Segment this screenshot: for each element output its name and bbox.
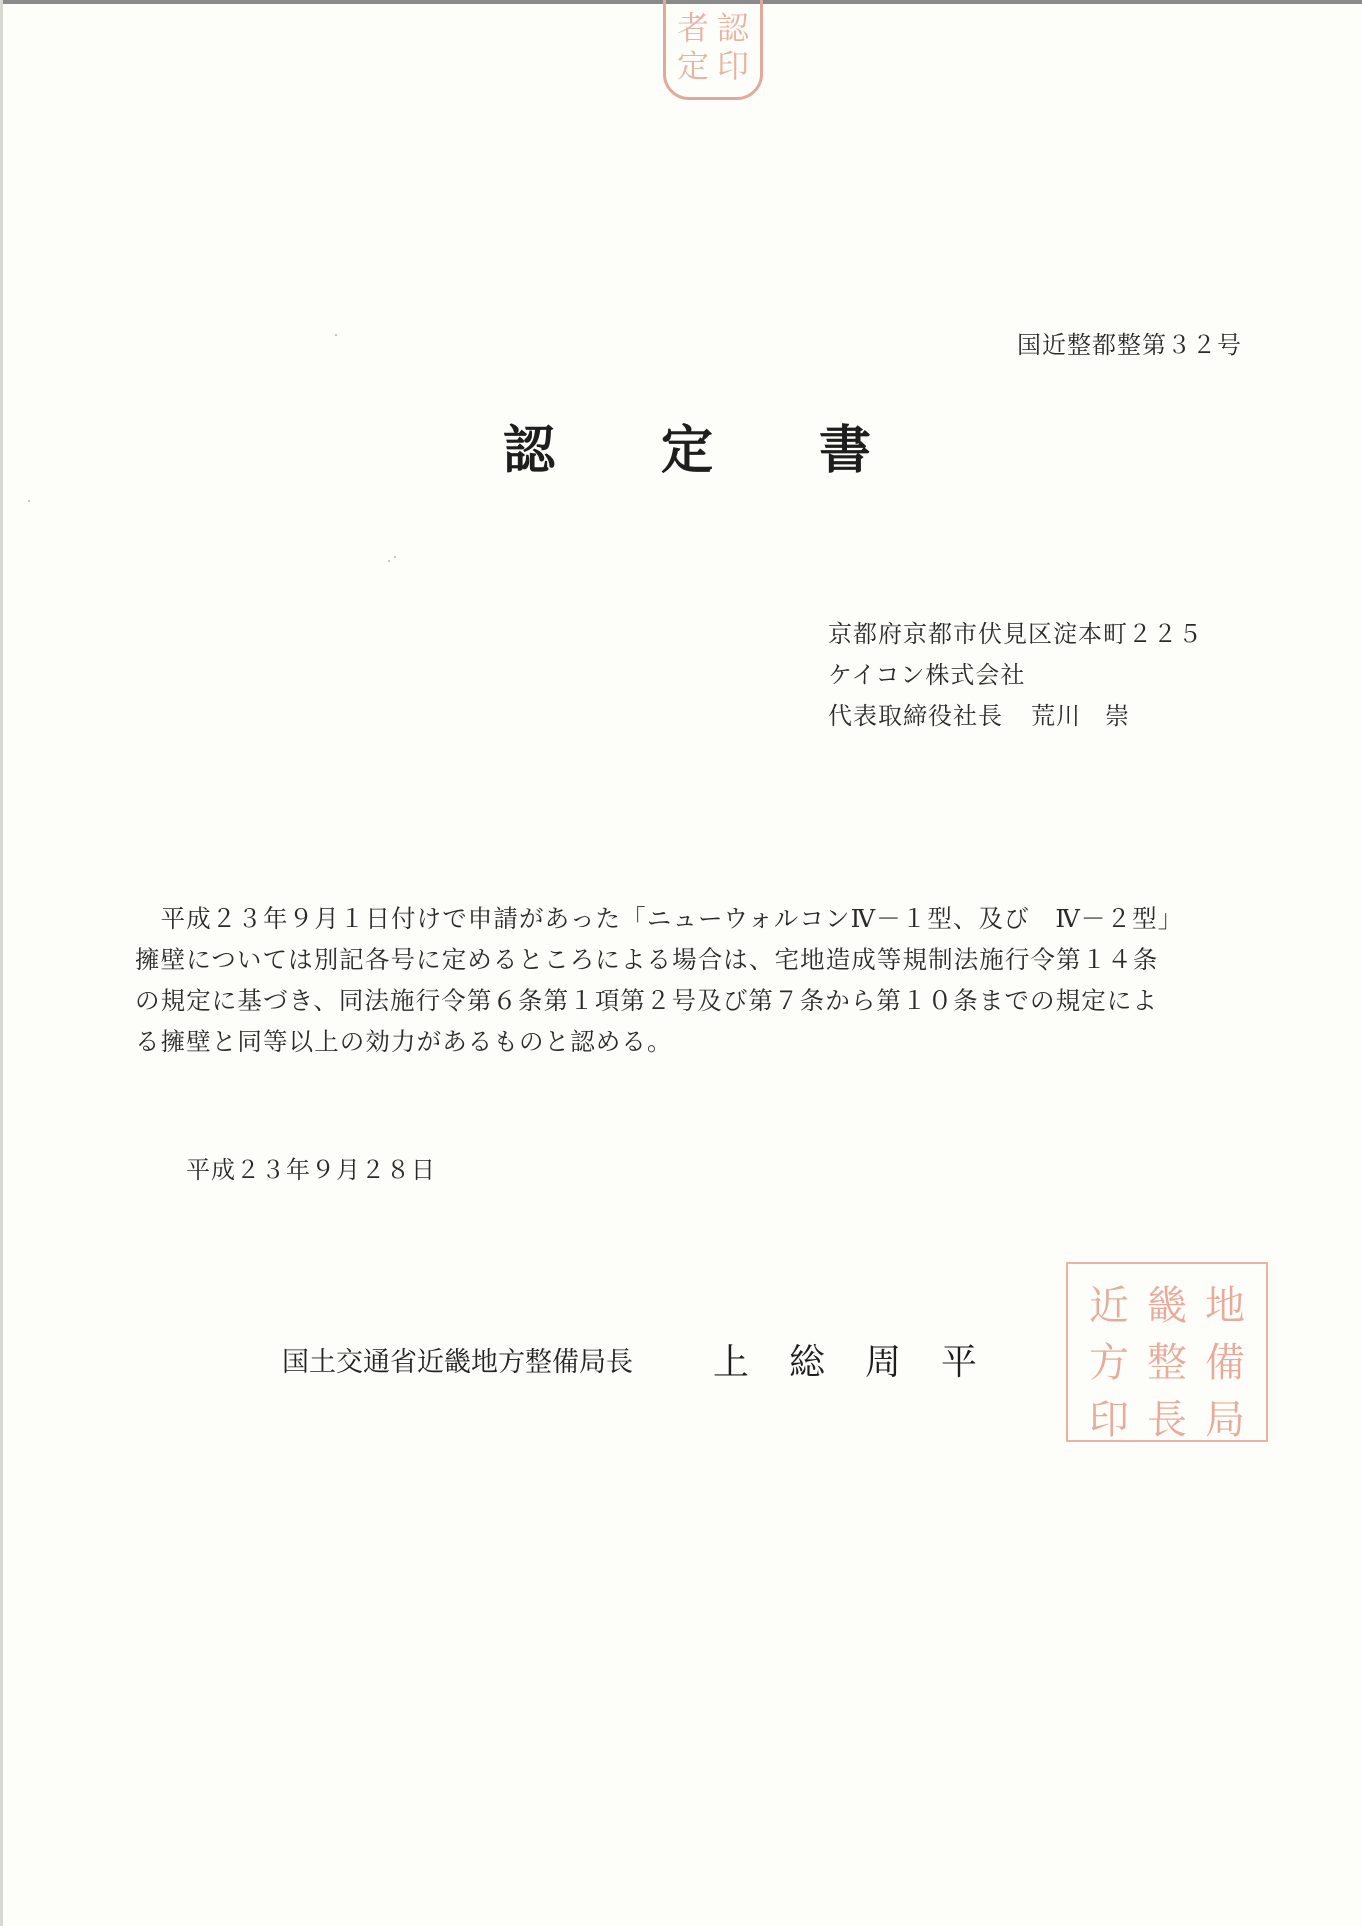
addressee-representative [828, 696, 1203, 737]
seal-char: 長 [1147, 1397, 1187, 1443]
scan-speck [394, 556, 396, 558]
addressee-company: ケイコン株式会社 [828, 661, 1026, 689]
document-number: 国近整都整第３２号 [1017, 331, 1242, 359]
seal-char: 備 [1205, 1340, 1245, 1386]
seal-char: 認 [716, 9, 749, 47]
body-line: 平成２３年９月１日付けで申請があった「ニューウォルコンⅣ－１型、及び Ⅳ－２型」 [135, 904, 1184, 933]
scan-speck [28, 500, 30, 502]
document-title [0, 408, 1362, 483]
title-char: 認 [502, 421, 555, 481]
addressee-address: 京都府京都市伏見区淀本町２２５ [828, 620, 1203, 648]
seal-char: 地 [1205, 1283, 1245, 1329]
scan-speck [335, 334, 337, 336]
seal-char: 局 [1205, 1397, 1245, 1443]
issuer-signature-line [282, 1334, 1017, 1385]
addressee-block [828, 614, 1203, 737]
issuer-title: 国土交通省近畿地方整備局長 [282, 1347, 633, 1378]
certification-body [135, 898, 1245, 1062]
scan-speck [388, 560, 390, 562]
body-line: る擁壁と同等以上の効力があるものと認める。 [135, 1027, 673, 1056]
seal-char: 整 [1147, 1340, 1187, 1386]
representative-given-name: 崇 [1105, 702, 1130, 730]
representative-title: 代表取締役社長 [828, 702, 1003, 730]
seal-char: 定 [676, 47, 709, 85]
official-seal-square [1066, 1262, 1268, 1442]
issuer-name: 上総周平 [713, 1342, 1018, 1383]
seal-char: 印 [1089, 1397, 1129, 1443]
seal-char: 近 [1089, 1283, 1129, 1329]
body-line: の規定に基づき、同法施行令第６条第１項第２号及び第７条から第１０条までの規定によ [135, 986, 1159, 1015]
scan-left-edge [0, 0, 3, 1926]
representative-family-name: 荒川 [1031, 702, 1081, 730]
title-char: 定 [660, 421, 713, 481]
issue-date: 平成２３年９月２８日 [186, 1156, 436, 1184]
seal-char: 畿 [1147, 1283, 1187, 1329]
seal-char: 者 [676, 9, 709, 47]
title-char: 書 [819, 421, 872, 481]
seal-char: 印 [716, 47, 749, 85]
body-line: 擁壁については別記各号に定めるところによる場合は、宅地造成等規制法施行令第１４条 [135, 945, 1159, 974]
seal-char: 方 [1089, 1340, 1129, 1386]
official-seal-top [663, 0, 763, 100]
